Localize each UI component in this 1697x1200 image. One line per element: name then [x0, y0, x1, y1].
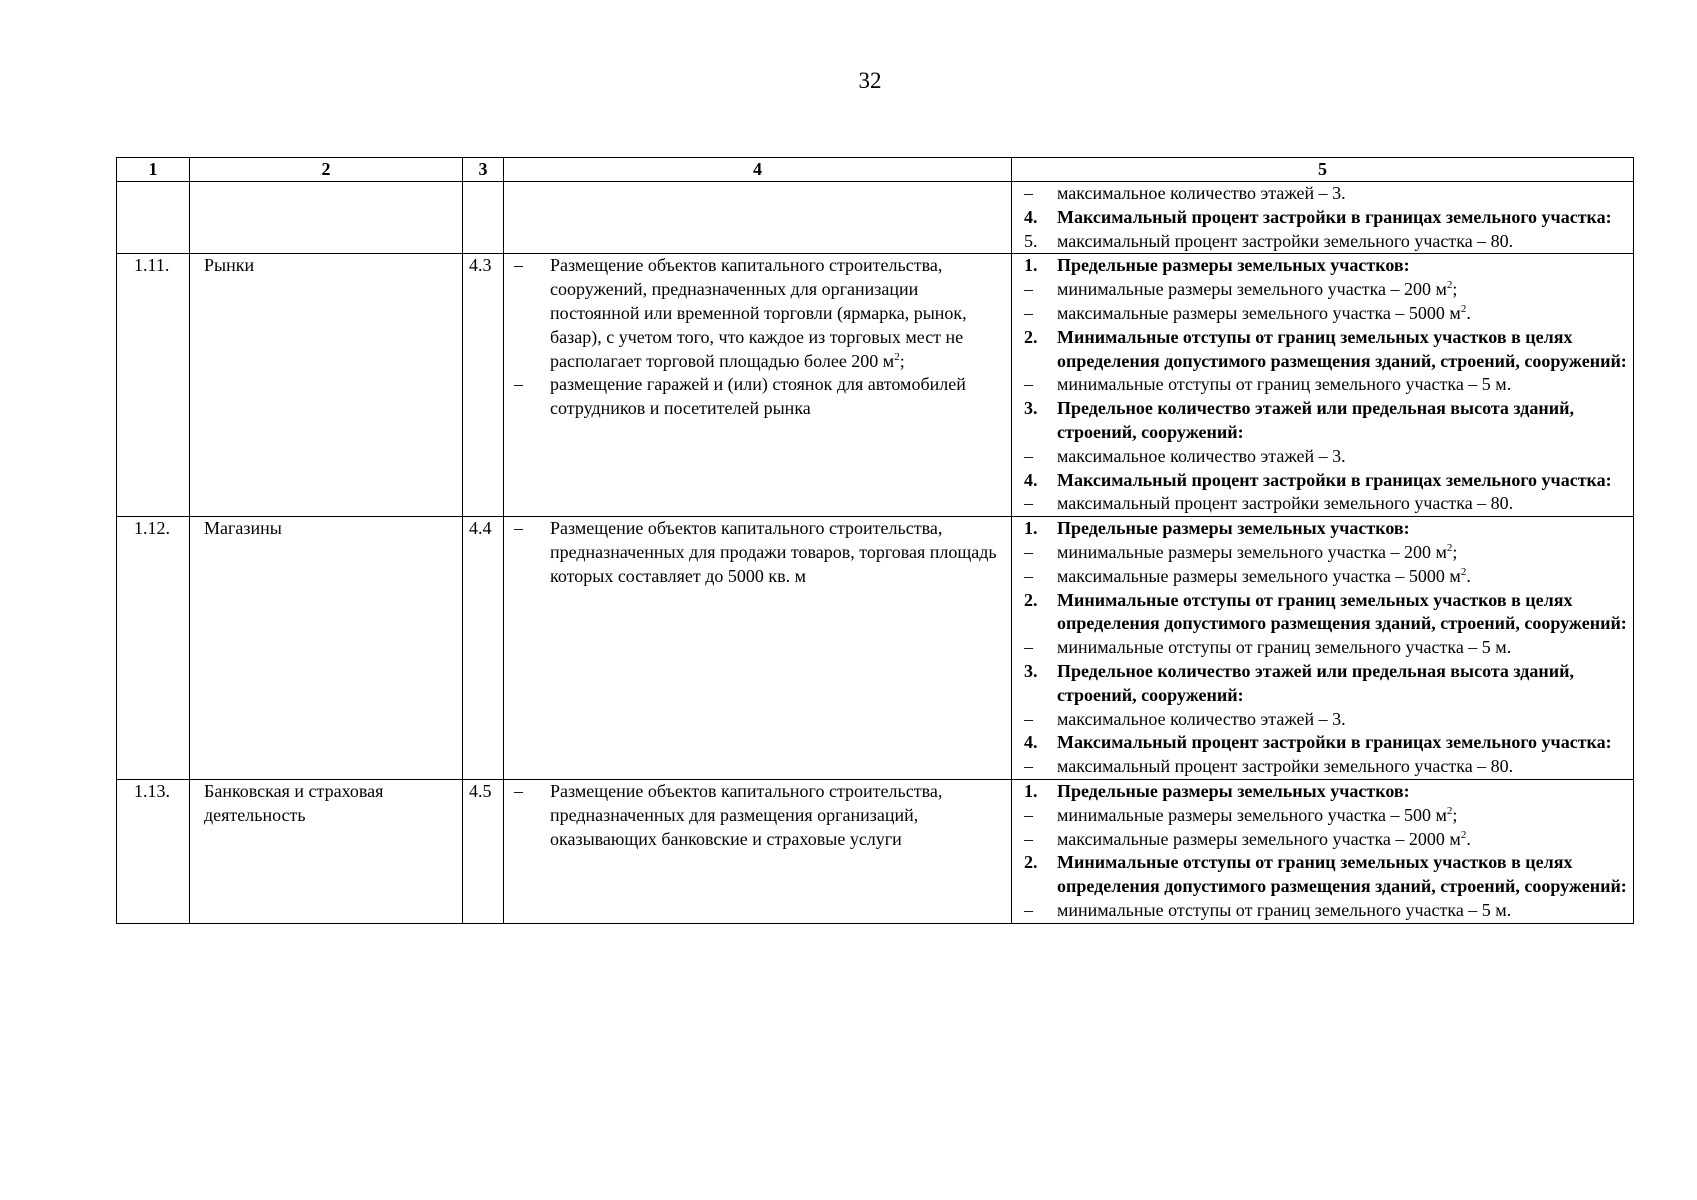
use-parameters [1012, 779, 1634, 923]
use-description [504, 254, 1012, 517]
description-item [504, 780, 1011, 851]
params-list [1024, 517, 1633, 779]
param-heading [1024, 589, 1633, 637]
param-item [1024, 302, 1633, 326]
continuation-row [117, 182, 1634, 254]
table-row [117, 517, 1634, 780]
list-marker: – [1024, 374, 1033, 395]
param-heading [1024, 397, 1633, 445]
param-heading [1024, 469, 1633, 493]
description-text: Размещение объектов капитального строительства, предназначенных для размещения организаций, оказывающих банковские и страховые услуги [550, 780, 943, 849]
param-item [1024, 708, 1633, 732]
param-item [1024, 230, 1633, 254]
row-number: 1.12. [117, 517, 190, 780]
description-text: размещение гаражей и (или) стоянок для автомобилей сотрудников и посетителей рынка [550, 374, 966, 419]
param-text: максимальный процент застройки земельного участка – 80. [1057, 230, 1514, 251]
cont-params-cell [1012, 182, 1634, 254]
param-text: максимальные размеры земельного участка – 2000 $м^2$. [1057, 828, 1471, 849]
row-number: 1.11. [117, 254, 190, 517]
param-item [1024, 828, 1633, 852]
list-marker: – [1024, 493, 1033, 514]
list-marker: 3. [1024, 660, 1038, 681]
description-item [504, 373, 1011, 421]
param-text: Максимальный процент застройки в границах земельного участка: [1057, 206, 1612, 227]
list-marker: 3. [1024, 398, 1038, 419]
param-text: максимальное количество этажей – 3. [1057, 183, 1346, 203]
param-text: максимальный процент застройки земельного участка – 80. [1057, 493, 1514, 514]
param-text: минимальные размеры земельного участка – 500 $м^2$; [1057, 804, 1458, 825]
use-code: 4.4 [463, 517, 504, 780]
use-parameters [1012, 517, 1634, 780]
page-number: 32 [858, 68, 882, 93]
dash-marker: – [514, 374, 523, 395]
cont-num-cell [117, 182, 190, 254]
list-marker: 2. [1024, 326, 1038, 347]
list-marker: – [1024, 708, 1033, 729]
param-text: Предельное количество этажей или предельная высота зданий, строений, сооружений: [1057, 660, 1575, 705]
param-text: Максимальный процент застройки в границах земельного участка: [1057, 732, 1612, 753]
header-col-5: 5 [1012, 158, 1634, 182]
header-col-1: 1 [117, 158, 190, 182]
param-text: Предельные размеры земельных участков: [1057, 518, 1410, 539]
param-text: максимальные размеры земельного участка – 5000 $м^2$. [1057, 302, 1471, 323]
dash-marker: – [514, 780, 523, 801]
param-heading [1024, 517, 1633, 541]
list-marker: – [1024, 756, 1033, 777]
param-text: Предельное количество этажей или предельная высота зданий, строений, сооружений: [1057, 398, 1575, 442]
use-name: Магазины [190, 517, 463, 780]
description-text: Размещение объектов капитального строительства, предназначенных для продажи товаров, торговая площадь которых составляет до 5000 кв. м [550, 518, 997, 586]
list-marker: 2. [1024, 589, 1038, 610]
description-list [504, 517, 1011, 588]
use-name: Банковская и страховая деятельность [190, 779, 463, 923]
param-text: Предельные размеры земельных участков: [1057, 780, 1410, 801]
list-marker: 4. [1024, 469, 1038, 490]
header-col-3: 3 [463, 158, 504, 182]
list-marker: 4. [1024, 206, 1038, 227]
param-text: максимальные размеры земельного участка – 5000 $м^2$. [1057, 565, 1471, 586]
list-marker: 1. [1024, 518, 1038, 539]
param-item [1024, 636, 1633, 660]
param-item [1024, 804, 1633, 828]
param-text: максимальное количество этажей – 3. [1057, 708, 1346, 729]
table-row [117, 779, 1634, 923]
list-marker: – [1024, 183, 1033, 203]
param-item [1024, 182, 1633, 206]
param-heading [1024, 851, 1633, 899]
param-item [1024, 565, 1633, 589]
use-description [504, 779, 1012, 923]
list-marker: 2. [1024, 852, 1038, 873]
param-item [1024, 445, 1633, 469]
param-text: минимальные размеры земельного участка – 200 $м^2$; [1057, 541, 1458, 562]
list-marker: – [1024, 302, 1033, 323]
list-marker: – [1024, 565, 1033, 586]
description-item [504, 517, 1011, 588]
cont-name-cell [190, 182, 463, 254]
param-item [1024, 541, 1633, 565]
param-text: Максимальный процент застройки в границах земельного участка: [1057, 469, 1612, 490]
header-col-4: 4 [504, 158, 1012, 182]
row-number: 1.13. [117, 779, 190, 923]
param-text: минимальные размеры земельного участка – 200 $м^2$; [1057, 279, 1458, 300]
list-marker: 5. [1024, 230, 1038, 251]
header-col-2: 2 [190, 158, 463, 182]
list-marker: 1. [1024, 255, 1038, 276]
param-item [1024, 373, 1633, 397]
param-text: Предельные размеры земельных участков: [1057, 255, 1410, 276]
list-marker: – [1024, 279, 1033, 300]
list-marker: – [1024, 541, 1033, 562]
cont-code-cell [463, 182, 504, 254]
param-text: Минимальные отступы от границ земельных участков в целях определения допустимого размещения зданий, строений, сооружений: [1057, 852, 1627, 897]
list-marker: – [1024, 804, 1033, 825]
param-heading [1024, 206, 1633, 230]
zoning-table [116, 157, 1634, 924]
param-text: максимальное количество этажей – 3. [1057, 445, 1346, 466]
dash-marker: – [514, 255, 523, 276]
cont-params-list [1024, 182, 1633, 253]
list-marker: – [1024, 828, 1033, 849]
list-marker: – [1024, 899, 1033, 920]
list-marker: 1. [1024, 780, 1038, 801]
params-list [1024, 780, 1633, 923]
param-text: минимальные отступы от границ земельного участка – 5 м. [1057, 374, 1512, 395]
use-description [504, 517, 1012, 780]
param-heading [1024, 326, 1633, 374]
param-item [1024, 899, 1633, 923]
param-heading [1024, 780, 1633, 804]
description-list [504, 254, 1011, 421]
param-text: минимальные отступы от границ земельного участка – 5 м. [1057, 637, 1512, 658]
param-text: минимальные отступы от границ земельного участка – 5 м. [1057, 899, 1512, 920]
use-code: 4.3 [463, 254, 504, 517]
description-text: Размещение объектов капитального строительства, сооружений, предназначенных для организации постоянной или временной торговли (ярмарка, рынок, базар), с учетом того, что каждое из торговых мест не располагает торговой площадью более 200 $м^2$; [550, 255, 967, 371]
param-heading [1024, 660, 1633, 708]
param-text: Минимальные отступы от границ земельных участков в целях определения допустимого размещения зданий, строений, сооружений: [1057, 589, 1627, 634]
use-name: Рынки [190, 254, 463, 517]
header-row [117, 158, 1634, 182]
param-text: Минимальные отступы от границ земельных участков в целях определения допустимого размещения зданий, строений, сооружений: [1057, 326, 1627, 371]
param-heading [1024, 731, 1633, 755]
cont-desc-cell [504, 182, 1012, 254]
param-item [1024, 755, 1633, 779]
list-marker: – [1024, 637, 1033, 658]
list-marker: 4. [1024, 732, 1038, 753]
param-text: максимальный процент застройки земельного участка – 80. [1057, 756, 1514, 777]
description-list [504, 780, 1011, 851]
params-list [1024, 254, 1633, 516]
list-marker: – [1024, 445, 1033, 466]
description-item [504, 254, 1011, 373]
param-item [1024, 492, 1633, 516]
param-item [1024, 278, 1633, 302]
param-heading [1024, 254, 1633, 278]
use-parameters [1012, 254, 1634, 517]
dash-marker: – [514, 518, 523, 539]
use-code: 4.5 [463, 779, 504, 923]
table-row [117, 254, 1634, 517]
